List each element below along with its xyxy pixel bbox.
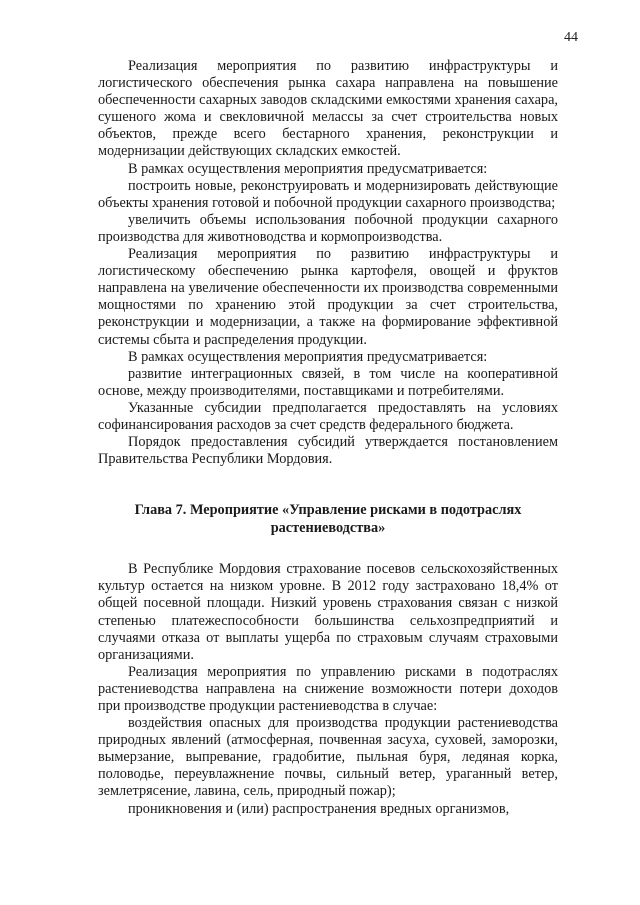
document-body bbox=[98, 58, 558, 818]
page-number: 44 bbox=[564, 30, 578, 45]
paragraph: воздействия опасных для производства продукции растениеводства природных явлений (атмосферная, почвенная засуха, суховей, заморозки, вымерзание, выпревание, градобитие, пыльная буря, ледяная корка, половодье, переувлажнение почвы, сильный ветер, ураганный ветер, землетрясение, лавина, сель, природный пожар); bbox=[98, 715, 558, 800]
paragraph: В Республике Мордовия страхование посевов сельскохозяйственных культур остается на низком уровне. В 2012 году застраховано 18,4% от общей посевной площади. Низкий уровень страхования связан с низкой степенью платежеспособности большинства сельхозпредприятий и случаями отказа от выплаты ущерба по страховым случаям страховыми организациями. bbox=[98, 561, 558, 663]
chapter-body bbox=[98, 561, 558, 817]
paragraph: проникновения и (или) распространения вредных организмов, bbox=[128, 800, 510, 817]
paragraph: В рамках осуществления мероприятия предусматривается: bbox=[128, 160, 488, 177]
paragraph: увеличить объемы использования побочной продукции сахарного производства для животноводства и кормопроизводства. bbox=[98, 211, 558, 245]
paragraph: В рамках осуществления мероприятия предусматривается: bbox=[128, 348, 488, 365]
paragraph: развитие интеграционных связей, в том числе на кооперативной основе, между производителями, поставщиками и потребителями. bbox=[98, 365, 558, 399]
paragraph: Реализация мероприятия по управлению рисками в подотраслях растениеводства направлена на снижение возможности потери доходов при производстве продукции растениеводства в случае: bbox=[98, 663, 558, 714]
paragraph: Реализация мероприятия по развитию инфраструктуры и логистическому обеспечению рынка картофеля, овощей и фруктов направлена на увеличение обеспеченности их производства современными мощностями по хранению этой продукции за счет строительства, реконструкции и модернизации, а также на формирование эффективной системы сбыта и распределения продукции. bbox=[98, 246, 558, 348]
paragraph: Указанные субсидии предполагается предоставлять на условиях софинансирования расходов за счет средств федерального бюджета. bbox=[98, 399, 558, 433]
paragraph: Реализация мероприятия по развитию инфраструктуры и логистического обеспечения рынка сахара направлена на повышение обеспеченности сахарных заводов складскими емкостями хранения сахара, сушеного жома и свекловичной мелассы за счет строительства новых объектов, прежде всего бестарного хранения, реконструкции и модернизации действующих складских емкостей. bbox=[98, 58, 558, 160]
chapter-title: Глава 7. Мероприятие «Управление рисками в подотраслях растениеводства» bbox=[134, 502, 522, 536]
paragraph: построить новые, реконструировать и модернизировать действующие объекты хранения готовой и побочной продукции сахарного производства; bbox=[98, 177, 558, 211]
paragraph: Порядок предоставления субсидий утверждается постановлением Правительства Республики Мордовия. bbox=[98, 434, 558, 468]
